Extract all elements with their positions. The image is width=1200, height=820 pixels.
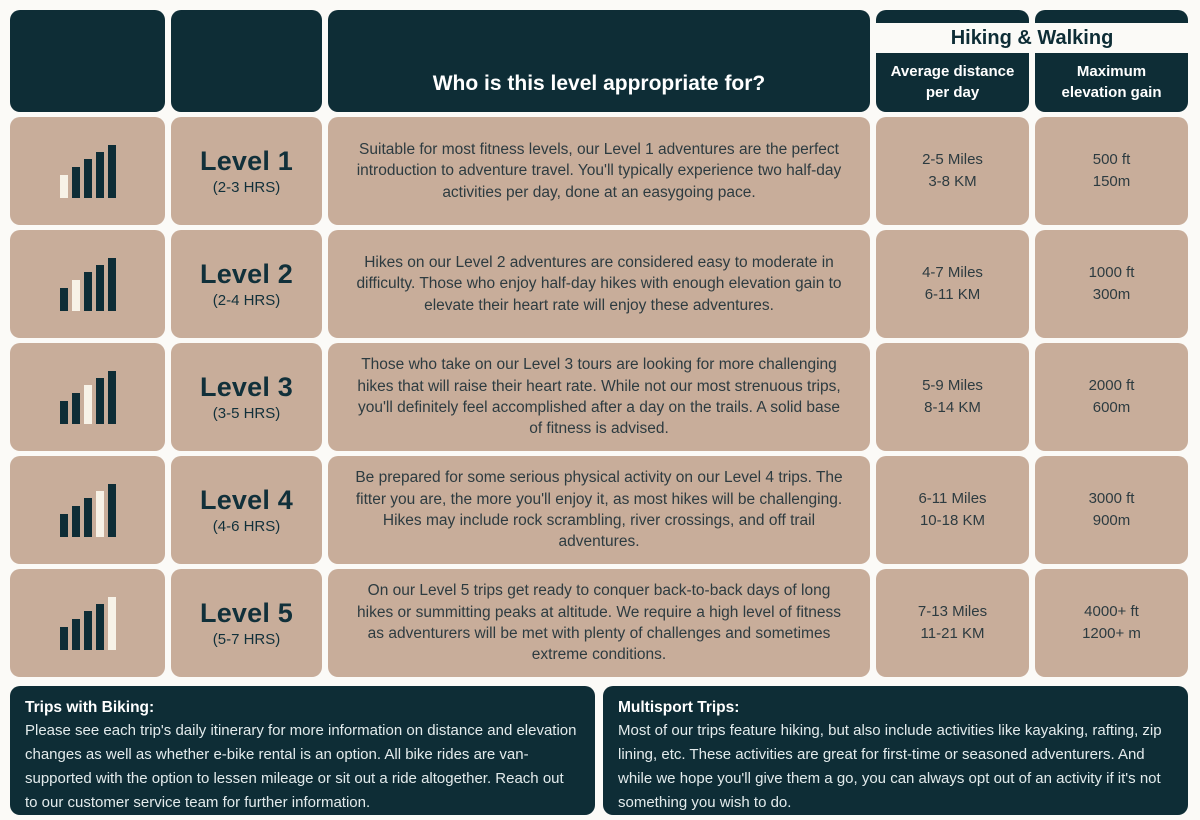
level-description: On our Level 5 trips get ready to conquer back-to-back days of long hikes or summitting peaks at altitude. We require a high level of fitness as adventurers will be met with plenty of challenges and sometimes extreme conditions. [357,582,841,664]
level-hours: (3-5 HRS) [212,405,281,422]
elevation-m: 150m [1092,173,1131,190]
level-hours: (5-7 HRS) [212,631,281,648]
average-distance-label: Average distance per day [890,63,1015,101]
level-name: Level 2 [200,259,293,289]
multisport-note-box [603,686,1188,815]
level-3-distance-cell [876,343,1029,451]
elevation-ft: 4000+ ft [1084,603,1139,621]
level-2-description-cell [328,230,870,338]
bar-segment [60,627,68,649]
bar-segment [108,484,116,537]
level-name: Level 4 [200,485,293,515]
elevation-ft: 1000 ft [1088,264,1135,282]
level-hours: (4-6 HRS) [212,518,281,535]
distance-km: 3-8 KM [928,173,977,190]
level-name: Level 5 [200,598,293,628]
bar-segment [84,611,92,649]
level-1-name-cell [171,117,322,225]
level-2-elevation-cell [1035,230,1188,338]
distance-km: 10-18 KM [919,512,986,529]
difficulty-bars-icon [60,258,116,311]
level-4-elevation-cell [1035,456,1188,564]
difficulty-bars-icon [60,145,116,198]
level-3-name-cell [171,343,322,451]
level-4-description-cell [328,456,870,564]
header-blank-icon-column [10,10,165,112]
difficulty-bars-icon [60,371,116,424]
level-3-elevation-cell [1035,343,1188,451]
bar-segment [108,258,116,311]
level-4-distance-cell [876,456,1029,564]
level-hours: (2-4 HRS) [212,292,281,309]
bar-segment [72,280,80,310]
bar-segment [72,619,80,649]
biking-note-box [10,686,595,815]
level-5-elevation-cell [1035,569,1188,677]
elevation-m: 600m [1092,399,1131,416]
hiking-walking-title: Hiking & Walking [950,26,1114,49]
level-3-description-cell [328,343,870,451]
bar-segment [96,152,104,198]
biking-note-title: Trips with Biking: [25,699,155,716]
level-1-distance-cell [876,117,1029,225]
bar-segment [72,167,80,197]
elevation-m: 300m [1092,286,1131,303]
distance-miles: 7-13 Miles [917,603,988,621]
level-3-icon-cell [10,343,165,451]
level-4-name-cell [171,456,322,564]
bar-segment [96,378,104,424]
levels-table [10,10,1188,677]
bar-segment [108,597,116,650]
level-2-distance-cell [876,230,1029,338]
bar-segment [84,159,92,197]
distance-miles: 2-5 Miles [922,151,983,169]
level-1-elevation-cell [1035,117,1188,225]
bar-segment [96,491,104,537]
level-5-icon-cell [10,569,165,677]
level-5-name-cell [171,569,322,677]
bar-segment [72,506,80,536]
level-4-icon-cell [10,456,165,564]
distance-miles: 5-9 Miles [922,377,983,395]
difficulty-bars-icon [60,597,116,650]
bar-segment [96,265,104,311]
level-name: Level 3 [200,372,293,402]
header-question [328,10,870,112]
elevation-ft: 2000 ft [1088,377,1135,395]
level-1-description-cell [328,117,870,225]
distance-miles: 6-11 Miles [918,490,987,508]
difficulty-bars-icon [60,484,116,537]
header-blank-level-column [171,10,322,112]
bar-segment [108,145,116,198]
elevation-ft: 500 ft [1092,151,1131,169]
footer-notes [10,686,1188,815]
maximum-elevation-label: Maximum elevation gain [1061,63,1162,101]
level-description: Those who take on our Level 3 tours are looking for more challenging hikes that will raise their heart rate. While not our most strenuous trips, you'll definitely feel accomplished after a day on the trails. A solid base of fitness is advised. [357,356,841,438]
bar-segment [60,401,68,423]
biking-note-body: Please see each trip's daily itinerary for more information on distance and elevation changes as well as whether e-bike rental is an option. All bike rides are van-supported with the option to lessen mileage or sit out a ride altogether. Reach out to our customer service team for further information. [25,722,577,811]
header-question-label: Who is this level appropriate for? [432,72,766,95]
elevation-m: 1200+ m [1082,625,1141,642]
bar-segment [60,514,68,536]
level-5-distance-cell [876,569,1029,677]
bar-segment [72,393,80,423]
bar-segment [60,175,68,197]
bar-segment [84,498,92,536]
distance-km: 11-21 KM [920,625,985,642]
level-2-name-cell [171,230,322,338]
hiking-walking-title-band [874,23,1190,53]
elevation-m: 900m [1092,512,1131,529]
distance-km: 6-11 KM [924,286,981,303]
level-description: Suitable for most fitness levels, our Level 1 adventures are the perfect introduction to adventure travel. You'll typically experience two half-day activities per day, done at an easygoing pace. [356,140,842,201]
bar-segment [84,272,92,310]
level-2-icon-cell [10,230,165,338]
distance-miles: 4-7 Miles [922,264,983,282]
bar-segment [96,604,104,650]
multisport-note-body: Most of our trips feature hiking, but also include activities like kayaking, rafting, zip lining, etc. These activities are great for first-time or seasoned adventurers. And while we hope you'll give them a go, you can always opt out of an activity if it's not something you wish to do. [618,722,1162,811]
level-1-icon-cell [10,117,165,225]
level-description: Be prepared for some serious physical activity on our Level 4 trips. The fitter you are, the more you'll enjoy it, as most hikes will be challenging. Hikes may include rock scrambling, river crossings, and off trail adventures. [355,469,843,551]
level-name: Level 1 [200,146,293,176]
level-description: Hikes on our Level 2 adventures are considered easy to moderate in difficulty. Those who enjoy half-day hikes with enough elevation gain to elevate their heart rate will enjoy these adventures. [356,253,842,314]
elevation-ft: 3000 ft [1088,490,1135,508]
level-hours: (2-3 HRS) [212,179,281,196]
multisport-note-title: Multisport Trips: [618,699,740,716]
hiking-walking-header-group [876,10,1188,112]
bar-segment [84,385,92,423]
bar-segment [60,288,68,310]
bar-segment [108,371,116,424]
level-5-description-cell [328,569,870,677]
distance-km: 8-14 KM [924,399,981,416]
